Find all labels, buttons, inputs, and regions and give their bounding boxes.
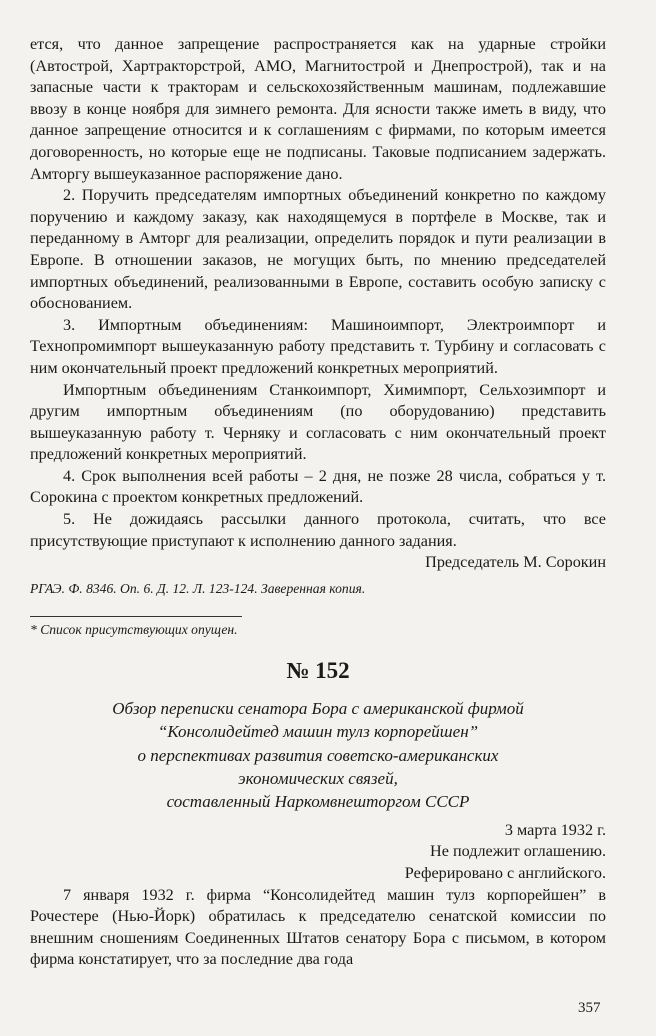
intro-paragraph: ется, что данное запрещение распространяется как на ударные стройки (Автострой, Хартракторстрой, АМО, Магнитострой и Днепрострой), так и на запасные части к тракторам и сельскохозяйственным машинам, подлежавшие ввозу в конце ноября для зимнего ремонта. Для ясности также иметь в виду, что данное запрещение относится и к соглашениям с фирмами, по которым имеется договоренность, но которые еще не подписаны. Таковые подписанием задержать. Амторгу вышеуказанное распоряжение дано. bbox=[30, 35, 606, 183]
paragraph-point-3: 3. Импортным объединениям: Машиноимпорт, Электроимпорт и Технопромимпорт вышеуказанную работу представить т. Турбину и согласовать с ним окончательный проект предложений конкретных мероприятий. bbox=[30, 315, 606, 377]
paragraph-point-2: 2. Поручить председателям импортных объединений конкретно по каждому поручению и каждому заказу, как находящемуся в портфеле в Москве, так и переданному в Амторг для реализации, определить порядок и пути реализации в Европе. В отношении заказов, не могущих быть, по мнению председателей импортных объединений, реализованными в Европе, составить особую записку с обоснованием. bbox=[30, 186, 606, 313]
footnote-divider bbox=[30, 616, 242, 617]
body-paragraph: 7 января 1932 г. фирма “Консолидейтед машин тулз корпорейшен” в Рочестере (Нью-Йорк) обратилась к председателю сенатской комиссии по внешним сношениям Соединенных Штатов сенатору Бора с письмом, в котором фирма констатирует, что за последние два года bbox=[30, 885, 606, 969]
paragraph-import-associations: Импортным объединениям Станкоимпорт, Химимпорт, Сельхозимпорт и другим импортным объединениям (по оборудованию) представить вышеуказанную работу т. Черняку и согласовать с ним окончательный проект предложений конкретных мероприятий. bbox=[30, 380, 606, 464]
heading-line: экономических связей, bbox=[238, 769, 398, 789]
heading-line: Обзор переписки сенатора Бора с американской фирмой bbox=[112, 698, 524, 718]
heading-line: “Консолидейтед машин тулз корпорейшен” bbox=[157, 722, 479, 742]
footnote: * Список присутствующих опущен. bbox=[30, 621, 238, 637]
heading-line: составленный Наркомвнешторгом СССР bbox=[166, 792, 470, 812]
paragraph-point-5: 5. Не дожидаясь рассылки данного протокола, считать, что все присутствующие приступают к исполнению данного задания. bbox=[30, 510, 606, 550]
paragraph-point-4: 4. Срок выполнения всей работы – 2 дня, не позже 28 числа, собраться у т. Сорокина с проектом конкретных предложений. bbox=[30, 466, 606, 507]
document-date: 3 марта 1932 г. bbox=[504, 820, 606, 839]
heading-line: о перспективах развития советско-американских bbox=[137, 745, 499, 765]
restriction-note: Не подлежит оглашению. bbox=[430, 842, 606, 861]
signature: Председатель М. Сорокин bbox=[425, 553, 606, 572]
document-heading bbox=[30, 697, 606, 814]
document-page bbox=[30, 34, 606, 971]
translation-note: Реферировано с английского. bbox=[404, 864, 606, 883]
archive-source: РГАЭ. Ф. 8346. Оп. 6. Д. 12. Л. 123-124. Заверенная копия. bbox=[30, 580, 366, 596]
document-number: № 152 bbox=[286, 657, 350, 683]
page-number: 357 bbox=[578, 1000, 601, 1016]
